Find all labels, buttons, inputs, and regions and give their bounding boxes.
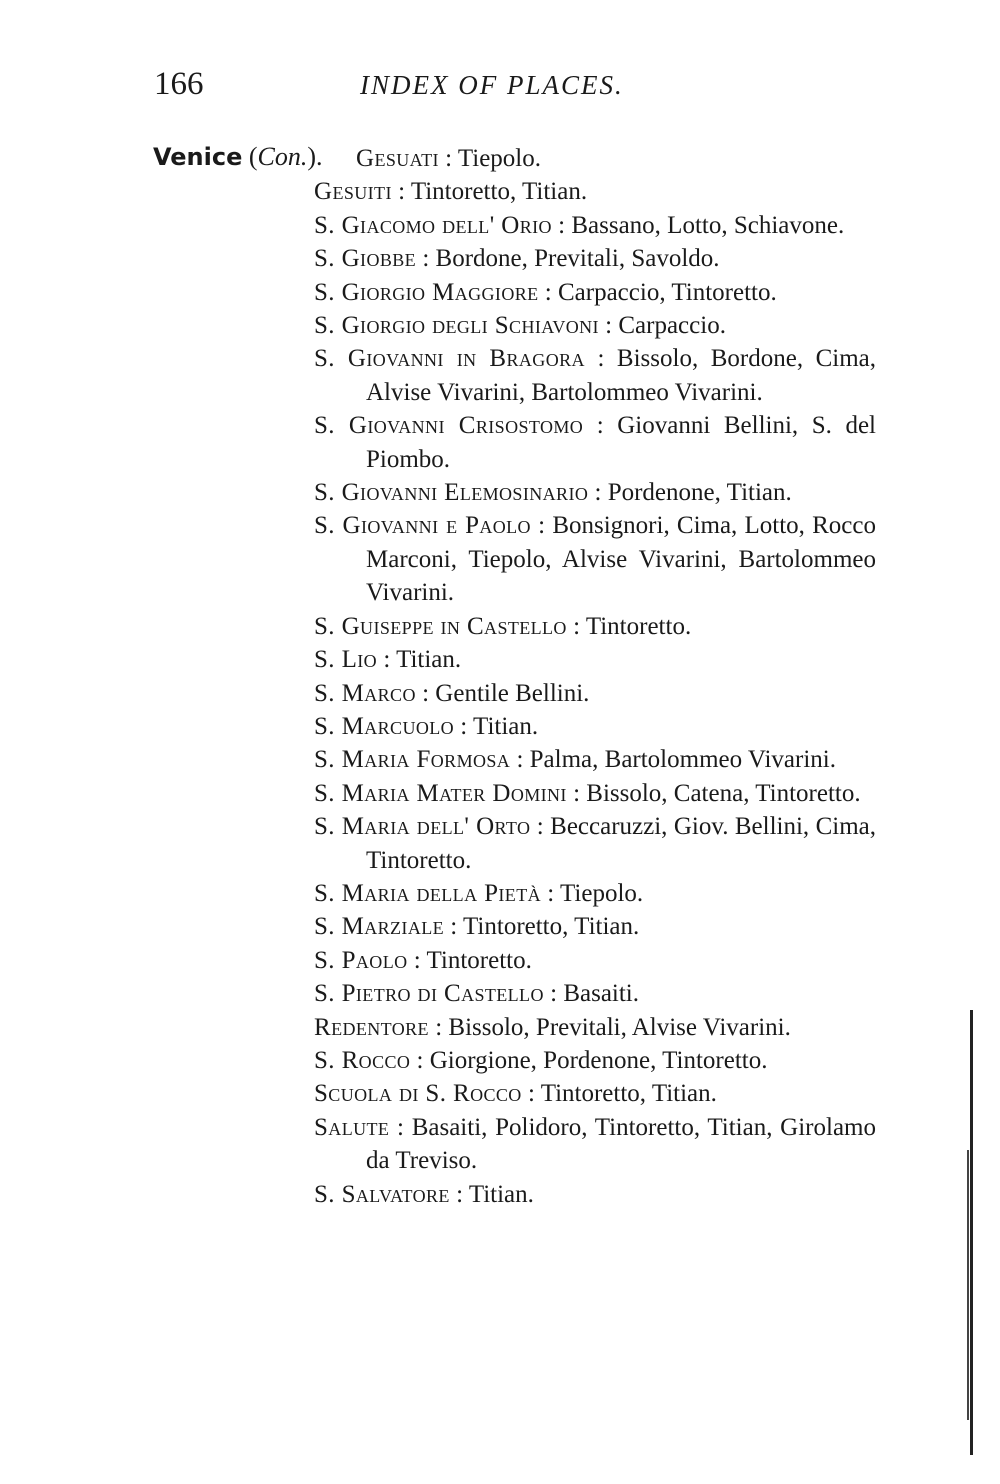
index-entry (314, 1111, 876, 1178)
entry-artists: Beccaruzzi, Giov. Bellini, Cima, Tintoretto. (366, 813, 876, 874)
entry-separator: : (551, 211, 572, 239)
entry-place: Gesuati (356, 145, 439, 172)
index-entry (314, 1011, 876, 1044)
entry-artists: Giorgione, Pordenone, Tintoretto. (429, 1046, 768, 1074)
index-entry (314, 1178, 876, 1211)
entry-artists: Tintoretto, Titian. (410, 178, 588, 206)
entry-separator: : (391, 178, 411, 206)
page-number: 166 (154, 66, 204, 102)
entry-artists: Pordenone, Titian. (607, 479, 792, 507)
running-title: INDEX OF PLACES. (360, 70, 624, 100)
entry-place: Salute (314, 1113, 390, 1141)
entry-place: S. Guiseppe in Castello (314, 612, 567, 640)
entry-artists: Bassano, Lotto, Schiavone. (571, 211, 845, 239)
entry-separator: : (407, 946, 427, 974)
entry-artists: Bonsignori, Cima, Lotto, Rocco Marconi, Tiepolo, Alvise Vivarini, Bartolommeo Vivarini. (366, 512, 876, 607)
entry-separator: : (566, 612, 586, 640)
index-entry (314, 276, 876, 309)
region-continued-marker: Con. (257, 142, 308, 171)
entry-separator: : (415, 679, 436, 707)
index-entry (314, 1077, 876, 1110)
index-entry (314, 242, 876, 275)
index-entry (314, 342, 876, 409)
entry-artists: Gentile Bellini. (435, 679, 590, 707)
index-entry (314, 944, 876, 977)
entry-separator: : (566, 779, 587, 807)
entry-artists: Bissolo, Catena, Tintoretto. (586, 779, 861, 807)
entry-place: S. Marcuolo (314, 712, 455, 740)
entry-separator: : (521, 1080, 541, 1108)
index-entry (314, 877, 876, 910)
entry-place: Scuola di S. Rocco (314, 1080, 522, 1108)
entry-separator: : (438, 145, 458, 172)
entry-artists: Carpaccio, Tintoretto. (557, 278, 777, 306)
entry-place: S. Giovanni e Paolo (314, 512, 531, 540)
entry-artists: Tiepolo. (457, 145, 541, 172)
entry-separator: : (377, 646, 397, 674)
index-entry (314, 810, 876, 877)
entry-separator: : (428, 1013, 449, 1041)
index-entry (314, 1044, 876, 1077)
index-entry (356, 142, 876, 175)
entry-artists: Tintoretto. (585, 612, 692, 640)
entry-place: S. Giovanni Elemosinario (314, 479, 589, 507)
region-heading (153, 142, 323, 172)
index-entry (314, 309, 876, 342)
entry-place: S. Maria Mater Domini (314, 779, 567, 807)
entry-separator: : (538, 278, 558, 306)
entry-separator: : (410, 1046, 430, 1074)
entry-artists: Bissolo, Bordone, Cima, Alvise Vivarini, Bartolommeo Vivarini. (366, 345, 876, 406)
entry-separator: : (389, 1113, 412, 1141)
entry-artists: Palma, Bartolommeo Vivarini. (529, 746, 836, 774)
entry-artists: Titian. (468, 1180, 534, 1208)
entry-place: Gesuiti (314, 178, 392, 206)
index-entry (314, 643, 876, 676)
entry-place: S. Maria della Pietà (314, 879, 542, 907)
entry-artists: Giovanni Bellini, S. del Piombo. (366, 412, 876, 473)
entry-separator: : (584, 345, 617, 373)
index-entry (314, 743, 876, 776)
margin-rule (970, 1010, 973, 1455)
index-entry (314, 977, 876, 1010)
entry-separator: : (530, 512, 553, 540)
entry-separator: : (583, 412, 618, 440)
entry-separator: : (444, 913, 464, 941)
entry-artists: Titian. (396, 646, 462, 674)
index-entry (314, 209, 876, 242)
region-cont-open: ( (242, 142, 258, 171)
entry-artists: Titian. (473, 712, 539, 740)
entry-artists: Tintoretto, Titian. (463, 913, 640, 941)
entry-artists: Tintoretto, Titian. (540, 1080, 717, 1108)
entry-artists: Basaiti, Polidoro, Tintoretto, Titian, Girolamo da Treviso. (366, 1113, 876, 1175)
entry-artists: Tintoretto. (426, 946, 532, 974)
entry-separator: : (543, 980, 564, 1008)
region-cont-close: ). (307, 142, 323, 171)
index-entry (314, 476, 876, 509)
entry-artists: Basaiti. (563, 980, 639, 1008)
index-entry (314, 910, 876, 943)
index-entry (314, 777, 876, 810)
entry-place: S. Giorgio degli Schiavoni (314, 312, 599, 340)
entry-artists: Bissolo, Previtali, Alvise Vivarini. (448, 1013, 791, 1041)
entry-place: S. Lio (314, 646, 378, 674)
index-entry (314, 677, 876, 710)
entry-place: S. Marco (314, 679, 416, 707)
entry-place: S. Maria dell' Orto (314, 813, 531, 841)
entry-separator: : (510, 746, 530, 774)
entry-separator: : (588, 479, 608, 507)
index-entry (314, 710, 876, 743)
entry-place: S. Maria Formosa (314, 746, 511, 774)
entry-place: S. Giovanni in Bragora (314, 345, 585, 373)
entry-separator: : (449, 1180, 469, 1208)
entry-artists: Carpaccio. (618, 312, 726, 340)
entry-artists: Tiepolo. (560, 879, 644, 907)
entry-artists: Bordone, Previtali, Savoldo. (435, 245, 720, 273)
entry-place: S. Marziale (314, 913, 445, 941)
entry-place: Redentore (314, 1013, 429, 1041)
entry-separator: : (530, 813, 551, 841)
index-entries (314, 142, 876, 1211)
entry-separator: : (416, 245, 436, 273)
margin-rule-secondary (967, 1150, 969, 1420)
entry-place: S. Giorgio Maggiore (314, 278, 539, 306)
entry-separator: : (541, 879, 561, 907)
region-name: Venice (153, 143, 243, 171)
entry-place: S. Paolo (314, 946, 408, 974)
entry-place: S. Giobbe (314, 245, 417, 273)
index-entry (314, 610, 876, 643)
index-entry (314, 175, 876, 208)
entry-separator: : (454, 712, 474, 740)
entry-place: S. Giovanni Crisostomo (314, 412, 584, 440)
page-header (0, 66, 1000, 116)
entry-place: S. Salvatore (314, 1180, 450, 1208)
index-entry (314, 509, 876, 609)
index-entry (314, 409, 876, 476)
entry-place: S. Rocco (314, 1046, 411, 1074)
entry-place: S. Pietro di Castello (314, 980, 544, 1008)
entry-separator: : (598, 312, 619, 340)
entry-place: S. Giacomo dell' Orio (314, 211, 552, 239)
